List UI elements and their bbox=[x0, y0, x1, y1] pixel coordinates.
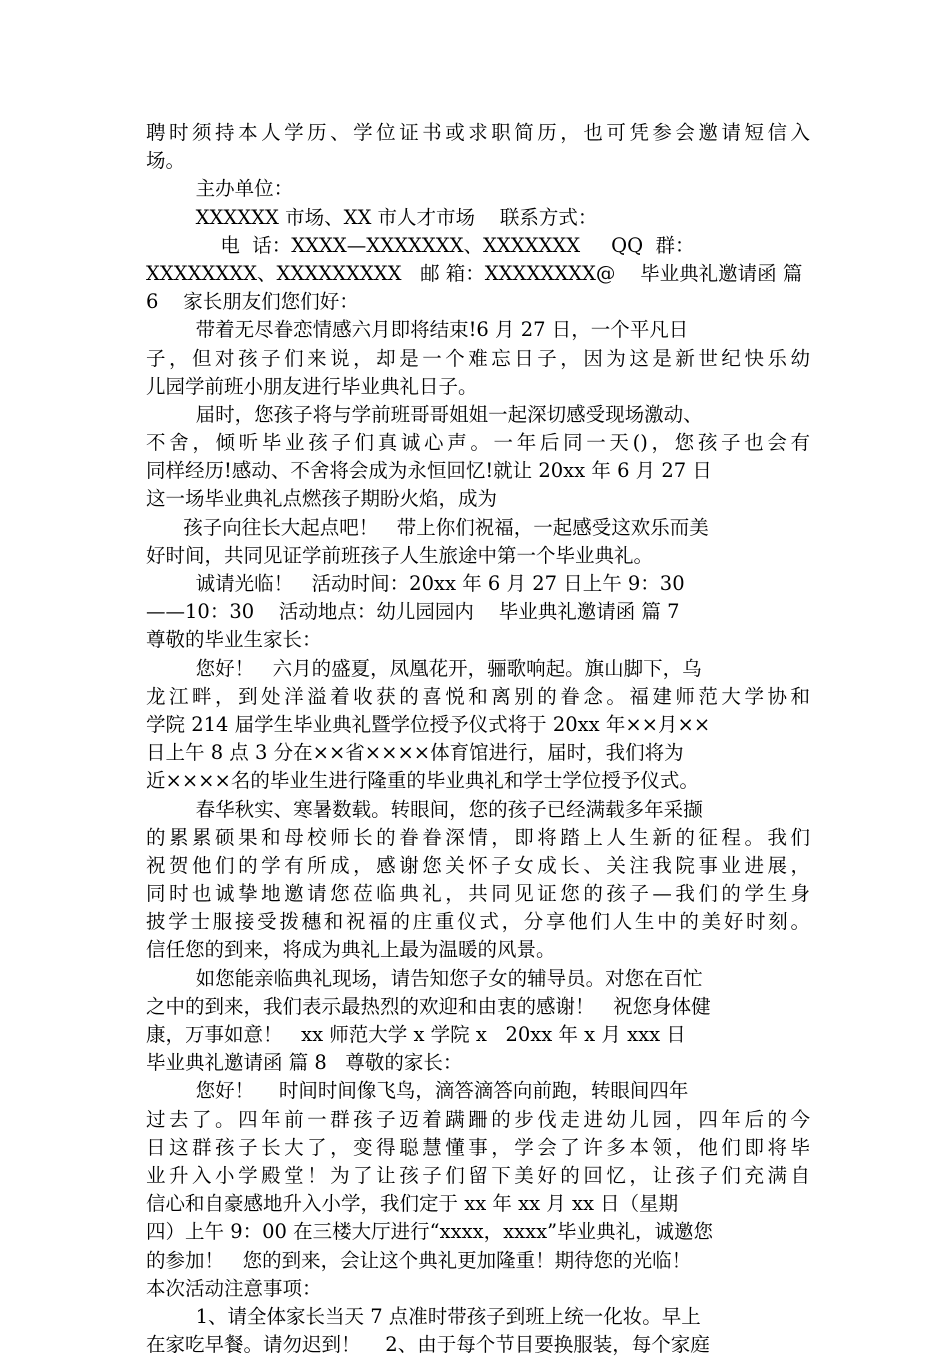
text-line: 学院 214 届学生毕业典礼暨学位授予仪式将于 20xx 年××月×× bbox=[146, 712, 711, 736]
text-line: 龙江畔，到处洋溢着收获的喜悦和离别的眷念。福建师范大学协和 bbox=[146, 684, 810, 708]
text-line: 好时间，共同见证学前班孩子人生旅途中第一个毕业典礼。 bbox=[146, 543, 654, 567]
text-line: 儿园学前班小朋友进行毕业典礼日子。 bbox=[146, 374, 478, 398]
text-line: 不舍，倾听毕业孩子们真诚心声。一年后同一天()，您孩子也会有 bbox=[146, 431, 810, 455]
text-line: 孩子向往长大起点吧！ 带上你们祝福，一起感受这欢乐而美 bbox=[146, 515, 709, 539]
text-line: 尊敬的毕业生家长： bbox=[146, 628, 322, 652]
text-line: 1、请全体家长当天 7 点准时带孩子到班上统一化妆。早上 bbox=[146, 1304, 701, 1328]
text-line: 在家吃早餐。请勿迟到！ 2、由于每个节目要换服装，每个家庭 bbox=[146, 1333, 710, 1357]
text-line: 四）上午 9：00 在三楼大厅进行“xxxx，xxxx”毕业典礼，诚邀您 bbox=[146, 1220, 714, 1244]
text-line: 日上午 8 点 3 分在××省××××体育馆进行，届时，我们将为 bbox=[146, 741, 684, 765]
text-line: 带着无尽眷恋情感六月即将结束!6 月 27 日，一个平凡日 bbox=[146, 318, 689, 342]
text-line: 的参加！ 您的到来，会让这个典礼更加隆重！期待您的光临！ bbox=[146, 1248, 692, 1272]
text-line: 您好！ 时间时间像飞鸟，滴答滴答向前跑，转眼间四年 bbox=[146, 1079, 689, 1103]
text-line: 信任您的到来，将成为典礼上最为温暖的风景。 bbox=[146, 938, 556, 962]
text-line: 诚请光临！ 活动时间：20xx 年 6 月 27 日上午 9：30 bbox=[146, 572, 685, 595]
text-line: 场。 bbox=[146, 149, 186, 173]
text-line: 这一场毕业典礼点燃孩子期盼火焰，成为 bbox=[146, 487, 498, 511]
text-line: 本次活动注意事项： bbox=[146, 1276, 322, 1300]
text-line: 的累累硕果和母校师长的眷眷深情，即将踏上人生新的征程。我们 bbox=[146, 825, 810, 849]
text-line: 电 话：XXXX—XXXXXXX、XXXXXXX QQ 群： bbox=[146, 233, 695, 257]
text-line: 同时也诚挚地邀请您莅临典礼，共同见证您的孩子—我们的学生身 bbox=[146, 882, 810, 906]
text-line: 日这群孩子长大了，变得聪慧懂事，学会了许多本领，他们即将毕 bbox=[146, 1135, 810, 1159]
text-line: 近××××名的毕业生进行隆重的毕业典礼和学士学位授予仪式。 bbox=[146, 769, 699, 793]
text-line: XXXXXXXX、XXXXXXXXX 邮 箱：XXXXXXXX@ 毕业典礼邀请函 篇 bbox=[146, 261, 803, 285]
text-line: 毕业典礼邀请函 篇 8 尊敬的家长： bbox=[146, 1051, 463, 1075]
text-line: 业升入小学殿堂！为了让孩子们留下美好的回忆，让孩子们充满自 bbox=[146, 1163, 810, 1187]
text-line: 过去了。四年前一群孩子迈着蹒跚的步伐走进幼儿园，四年后的今 bbox=[146, 1107, 810, 1131]
text-line: 子，但对孩子们来说，却是一个难忘日子，因为这是新世纪快乐幼 bbox=[146, 346, 810, 370]
text-line: ——10：30 活动地点：幼儿园园内 毕业典礼邀请函 篇 7 bbox=[146, 600, 680, 624]
text-line: XXXXXX 市场、XX 市人才市场 联系方式： bbox=[146, 205, 598, 229]
text-line: 同样经历!感动、不舍将会成为永恒回忆!就让 20xx 年 6 月 27 日 bbox=[146, 459, 712, 483]
text-line: 届时，您孩子将与学前班哥哥姐姐一起深切感受现场激动、 bbox=[146, 402, 703, 426]
text-line: 聘时须持本人学历、学位证书或求职简历，也可凭参会邀请短信入 bbox=[146, 121, 810, 144]
text-line: 春华秋实、寒暑数载。转眼间，您的孩子已经满载多年采撷 bbox=[146, 797, 703, 821]
text-line: 信心和自豪感地升入小学，我们定于 xx 年 xx 月 xx 日（星期 bbox=[146, 1192, 679, 1216]
text-line: 您好！ 六月的盛夏，凤凰花开，骊歌响起。旗山脚下，乌 bbox=[146, 656, 702, 680]
text-line: 康，万事如意！ xx 师范大学 x 学院 x 20xx 年 x 月 xxx 日 bbox=[146, 1023, 686, 1046]
document-body bbox=[146, 119, 810, 1359]
text-line: 披学士服接受拨穗和祝福的庄重仪式，分享他们人生中的美好时刻。 bbox=[146, 910, 810, 934]
text-line: 之中的到来，我们表示最热烈的欢迎和由衷的感谢！ 祝您身体健 bbox=[146, 994, 711, 1018]
text-line: 如您能亲临典礼现场，请告知您子女的辅导员。对您在百忙 bbox=[146, 966, 703, 990]
text-line: 主办单位： bbox=[146, 177, 294, 201]
text-line: 祝贺他们的学有所成，感谢您关怀子女成长、关注我院事业进展， bbox=[146, 853, 810, 877]
text-line: 6 家长朋友们您们好： bbox=[146, 290, 359, 314]
